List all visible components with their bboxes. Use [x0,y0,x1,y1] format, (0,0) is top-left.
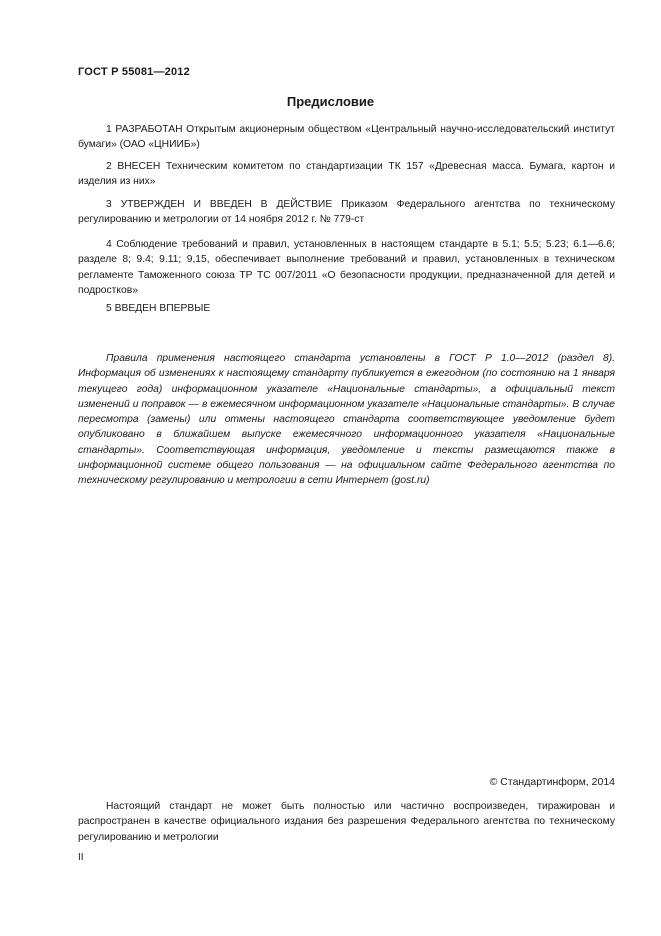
reproduction-notice: Настоящий стандарт не может быть полностью или частично воспроизведен, тиражирован и распространен в качестве официального издания без разрешения Федерального агентства по техническому регулированию и метрологии [78,801,615,843]
foreword-item-2: 2 ВНЕСЕН Техническим комитетом по стандартизации ТК 157 «Древесная масса. Бумага, картон и изделия из них» [78,161,615,188]
document-id: ГОСТ Р 55081—2012 [78,66,190,78]
foreword-item-5: 5 ВВЕДЕН ВПЕРВЫЕ [106,303,211,314]
foreword-item-3: 3 УТВЕРЖДЕН И ВВЕДЕН В ДЕЙСТВИЕ Приказом Федерального агентства по техническому регулированию и метрологии от 14 ноября 2012 г. № 779-ст [78,199,615,226]
page-title: Предисловие [286,94,375,109]
foreword-item-4: 4 Соблюдение требований и правил, установленных в настоящем стандарте в 5.1; 5.5; 5.23; 6.1—6.6; разделе 8; 9.4; 9.11; 9,15, обеспечивает выполнение требований и правил, установленных в техническом регламенте Таможенного союза ТР ТС 007/2011 «О безопасности продукции, предназначенной для детей и подростков» [78,239,615,296]
usage-note: Правила применения настоящего стандарта установлены в ГОСТ Р 1.0—2012 (раздел 8). Информация об изменениях к настоящему стандарту публикуется в ежегодном (по состоянию на 1 января текущего года) информационном указателе «Национальные стандарты», а официальный текст изменений и поправок — в ежемесячном информационном указателе «Национальные стандарты». В случае пересмотра (замены) или отмены настоящего стандарта соответствующее уведомление будет опубликовано в ближайшем выпуске ежемесячного информационного указателя «Национальные стандарты». Соответствующая информация, уведомление и тексты размещаются также в информационной системе общего пользования — на официальном сайте Федерального агентства по техническому регулированию и метрологии в сети Интернет (gost.ru) [78,353,615,487]
foreword-item-1: 1 РАЗРАБОТАН Открытым акционерным обществом «Центральный научно-исследовательский институт бумаги» (ОАО «ЦНИИБ») [78,124,615,151]
page-number: II [78,852,84,863]
copyright-notice: © Стандартинформ, 2014 [489,776,615,788]
